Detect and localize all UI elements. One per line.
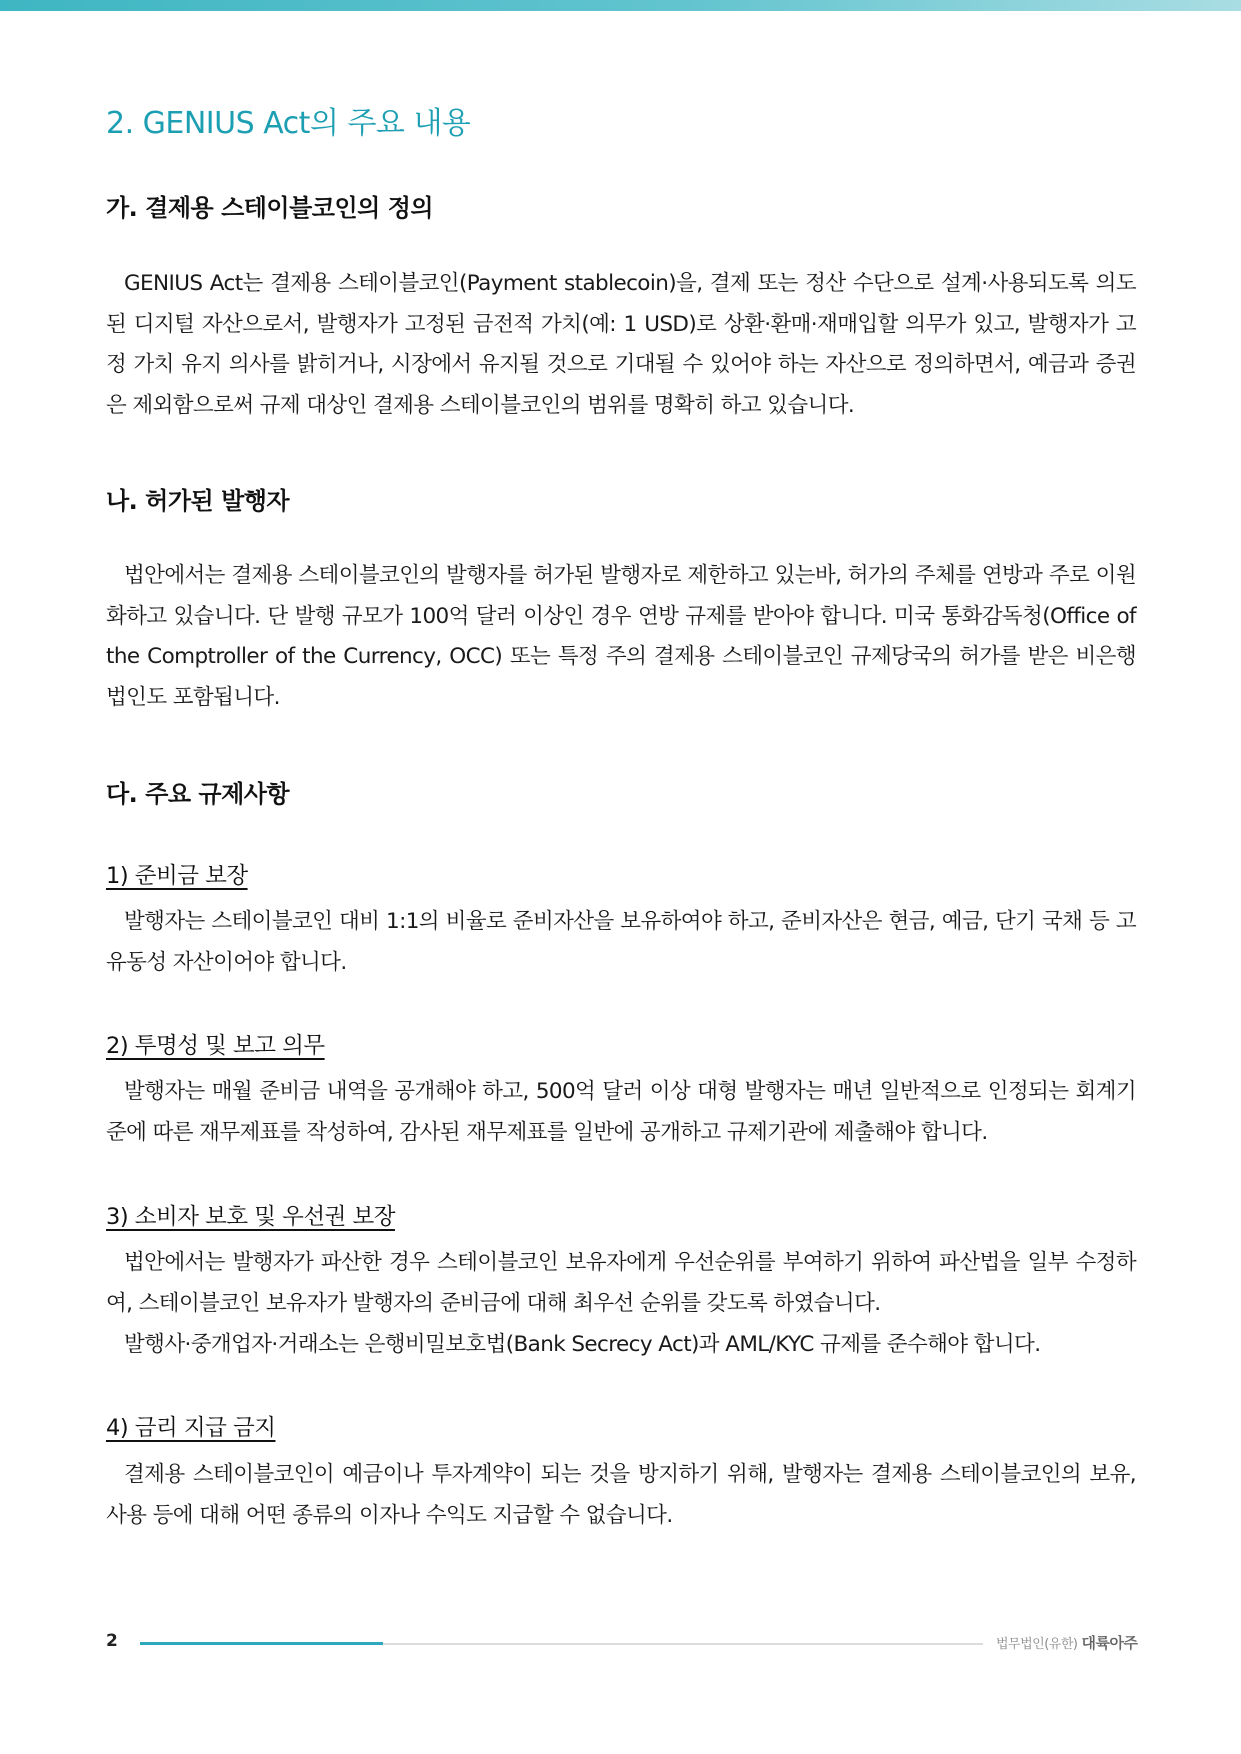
firm-name: 대륙아주 [1081, 1634, 1138, 1652]
item-heading-consumer-protection: 3) 소비자 보호 및 우선권 보장 [106, 1204, 395, 1230]
paragraph-definition: GENIUS Act는 결제용 스테이블코인(Payment stablecoin)을, 결제 또는 정산 수단으로 설계·사용되도록 의도된 디지털 자산으로서, 발행자가 고정된 금전적 가치(예: 1 USD)로 상환·환매·재매입할 의무가 있고, 발행자가 고정 가치 유지 의사를 밝히거나, 시장에서 유지될 것으로 기대될 수 있어야 하는 자산으로 정의하면서, 예금과 증권은 제외함으로써 규제 대상인 결제용 스테이블코인의 범위를 명확히 하고 있습니다. [106, 271, 1136, 418]
subsection-heading-regulations: 다. 주요 규제사항 [106, 780, 290, 808]
footer-divider-accent [140, 1642, 383, 1645]
paragraph-interest-ban: 결제용 스테이블코인이 예금이나 투자계약이 되는 것을 방지하기 위해, 발행자는 결제용 스테이블코인의 보유, 사용 등에 대해 어떤 종류의 이자나 수익도 지급할 수 없습니다. [106, 1462, 1136, 1528]
item-heading-interest-ban: 4) 금리 지급 금지 [106, 1415, 276, 1441]
page-number: 2 [106, 1631, 118, 1651]
firm-prefix: 법무법인(유한) [996, 1637, 1078, 1652]
paragraph-reserve: 발행자는 스테이블코인 대비 1:1의 비율로 준비자산을 보유하여야 하고, 준비자산은 현금, 예금, 단기 국채 등 고유동성 자산이어야 합니다. [106, 909, 1136, 975]
item-heading-transparency: 2) 투명성 및 보고 의무 [106, 1033, 325, 1059]
paragraph-aml-kyc: 발행사·중개업자·거래소는 은행비밀보호법(Bank Secrecy Act)과 AML/KYC 규제를 준수해야 합니다. [124, 1332, 1041, 1357]
paragraph-consumer-protection: 법안에서는 발행자가 파산한 경우 스테이블코인 보유자에게 우선순위를 부여하기 위하여 파산법을 일부 수정하여, 스테이블코인 보유자가 발행자의 준비금에 대해 최우선 순위를 갖도록 하였습니다. [106, 1250, 1136, 1316]
top-accent-bar [0, 0, 1241, 11]
subsection-heading-definition: 가. 결제용 스테이블코인의 정의 [106, 194, 434, 222]
paragraph-issuer: 법안에서는 결제용 스테이블코인의 발행자를 허가된 발행자로 제한하고 있는바, 허가의 주체를 연방과 주로 이원화하고 있습니다. 단 발행 규모가 100억 달러 이상인 경우 연방 규제를 받아야 합니다. 미국 통화감독청(Office of the Comptroller of the Currency, OCC) 또는 특정 주의 결제용 스테이블코인 규제당국의 허가를 받은 비은행 법인도 포함됩니다. [106, 563, 1136, 710]
section-title: 2. GENIUS Act의 주요 내용 [106, 106, 471, 141]
paragraph-transparency: 발행자는 매월 준비금 내역을 공개해야 하고, 500억 달러 이상 대형 발행자는 매년 일반적으로 인정되는 회계기준에 따른 재무제표를 작성하여, 감사된 재무제표를 일반에 공개하고 규제기관에 제출해야 합니다. [106, 1079, 1136, 1145]
subsection-heading-issuer: 나. 허가된 발행자 [106, 487, 290, 515]
footer-firm-name [996, 1632, 1137, 1653]
item-heading-reserve: 1) 준비금 보장 [106, 863, 248, 889]
